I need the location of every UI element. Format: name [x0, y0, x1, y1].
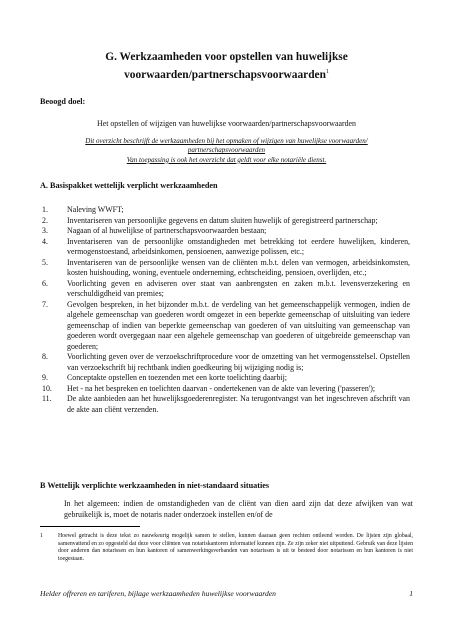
scope-note — [68, 137, 385, 165]
scope-note-line-1: Dit overzicht beschrijft de werkzaamheden bij het opmaken of wijzigen van huwelijkse voorwaarden/ — [85, 137, 368, 145]
list-item: 7. Gevolgen bespreken, in het bijzonder m.b.t. de verdeling van het gemeenschappelijk vermogen, indien de algehele gemeenschap van goederen wordt omgezet in een beperkte gemeenschap of uitsluiting van iedere gemeenschap of indien van beperkte gemeenschap van goederen of van uitsluiting van gemeenschap van goederen wordt overgegaan naar een algehele gemeenschap van goederen of uitgebreide gemeenschap van goederen; — [42, 299, 410, 351]
scope-note-line-2: partnerschapsvoorwaarden — [187, 146, 266, 155]
title-footnote-mark[interactable]: 1 — [325, 69, 329, 75]
list-item: 1. Naleving WWFT; — [42, 205, 124, 214]
section-b-heading: B Wettelijk verplichte werkzaamheden in niet-standaard situaties — [40, 481, 270, 490]
title-line-1: G. Werkzaamheden voor opstellen van huwelijkse — [105, 51, 348, 63]
document-title — [60, 50, 393, 83]
list-item: 8. Voorlichting geven over de verzoekschriftprocedure voor de omzetting van het vermogensstelsel. Opstellen van verzoekschrift bij rechtbank indien goedkeuring bij wijziging nodig is; — [42, 352, 410, 372]
footnote — [40, 533, 413, 563]
page-footer — [40, 589, 413, 598]
list-item: 3. Nagaan of al huwelijkse of partnerschapsvoorwaarden bestaan; — [42, 226, 267, 235]
beoogd-doel-label: Beoogd doel: — [40, 97, 86, 106]
task-list — [40, 205, 410, 415]
title-line-2: voorwaarden/partnerschapsvoorwaarden$^1$ — [124, 68, 329, 81]
list-item: 5. Inventariseren van de persoonlijke wensen van de cliënten m.b.t. delen van vermogen, arbeidsinkomsten, kosten huishouding, woning, eventuele onderneming, echtscheiding, pensioen, overlijden, etc.; — [42, 257, 410, 277]
list-item: 11. De akte aanbieden aan het huwelijksgoederenregister. Na terugontvangst van het ingeschreven afschrift van de akte aan cliënt verzenden. — [42, 394, 410, 414]
list-item: 10. Het - na het bespreken en toelichten daarvan - ondertekenen van de akte van levering ('passeren'); — [42, 383, 376, 393]
beoogd-doel-text: Het opstellen of wijzigen van huwelijkse voorwaarden/partnerschapsvoorwaarden — [97, 119, 356, 128]
section-b-paragraph: In het algemeen: indien de omstandigheden van de cliënt van dien aard zijn dat deze afwijken van wat gebruikelijk is, moet de notaris nader onderzoek instellen en/of de — [64, 499, 413, 519]
list-item: 2. Inventariseren van persoonlijke gegevens en datum sluiten huwelijk of geregistreerd partnerschap; — [42, 215, 378, 225]
footnote-number: 1 — [40, 533, 43, 539]
section-a-heading: A. Basispakket wettelijk verplicht werkzaamheden — [40, 181, 218, 190]
footnote-divider — [40, 526, 140, 527]
list-item: 6. Voorlichting geven en adviseren over staat van aanbrengsten en zaken m.b.t. levensverzekering en verschuldigdheid van premies; — [42, 278, 410, 298]
page-number: 1 — [409, 589, 413, 598]
scope-note-line-3: Van toepassing is ook het overzicht dat geldt voor elke notariële dienst. — [126, 155, 327, 164]
footnote-text: Hoewel getracht is deze tekst zo nauwkeurig mogelijk samen te stellen, kunnen daaraan geen rechten ontleend worden. De lijsten zijn globaal, samenvattend en zo opgesteld dat deze voor cliënten van notariskantoren informatief kunnen zijn. Ze zijn zeker niet uitputtend. Gebruik van deze lijsten door anderen dan notarissen en hun kantoren of samenwerkingsverbanden van notarissen is uit te besteed door notarissen en hun kantoren is niet toegestaan. — [58, 533, 413, 562]
list-item: 4. Inventariseren van de persoonlijke omstandigheden met betrekking tot eerdere huwelijken, kinderen, vermogenstoestand, arbeidsinkomen, pensioenen, aanwezige polissen, etc.; — [42, 236, 410, 256]
list-item: 9. Conceptakte opstellen en toezenden met een korte toelichting daarbij; — [42, 373, 287, 382]
footer-title: Helder offreren en tariferen, bijlage werkzaamheden huwelijkse voorwaarden — [40, 589, 276, 598]
